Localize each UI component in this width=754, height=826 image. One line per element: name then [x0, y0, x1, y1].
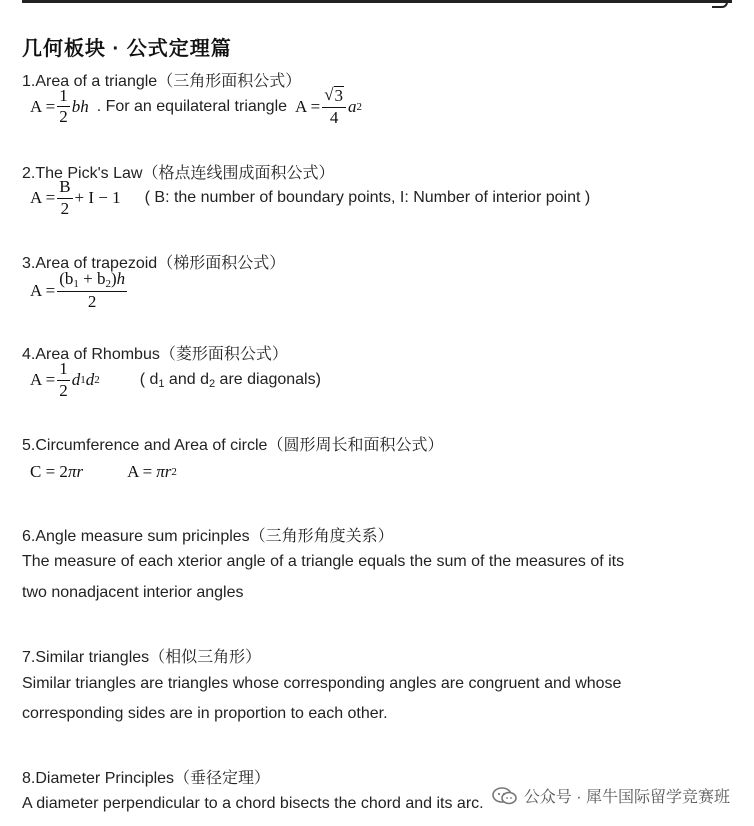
wechat-icon: [492, 786, 518, 806]
formula-text: . For an equilateral triangle: [96, 97, 288, 115]
section-3-formula: [30, 270, 129, 312]
watermark: [492, 784, 730, 807]
top-rule: [22, 0, 732, 3]
area-lhs: A =: [127, 462, 153, 481]
top-rule-tail: [712, 0, 728, 8]
area-exponent: 2: [171, 466, 177, 478]
fraction: $\frac{B}{2}$: [59, 177, 71, 218]
section-7-line-1: Similar triangles are triangles whose corresponding angles are congruent and whose: [22, 675, 622, 692]
section-1-formula: [30, 86, 362, 127]
formula-lhs-2: A =: [295, 96, 321, 116]
formula-lhs: A =: [30, 370, 56, 390]
section-7-title: 7.Similar triangles（相似三角形）: [22, 649, 262, 666]
section-5-title: 5.Circumference and Area of circle（圆形周长和面积公式）: [22, 437, 444, 454]
section-6-title: 6.Angle measure sum pricinples（三角形角度关系）: [22, 528, 394, 545]
area-var: πr: [156, 462, 172, 481]
formula-note: ( B: the number of boundary points, I: Number of interior point ): [144, 189, 591, 207]
section-8-title: 8.Diameter Principles（垂径定理）: [22, 770, 271, 787]
fraction-sqrt: √ 3 4: [322, 86, 346, 127]
formula-lhs: A =: [30, 280, 56, 300]
fraction: $\frac{1}{2}$: [59, 359, 68, 400]
circumference-var: πr: [67, 462, 84, 481]
section-4-title: 4.Area of Rhombus（菱形面积公式）: [22, 346, 288, 363]
section-7-line-2: corresponding sides are in proportion to each other.: [22, 705, 388, 722]
formula-vars: bh: [71, 96, 89, 116]
formula-rest: + I − 1: [74, 188, 121, 208]
section-1-title: 1.Area of a triangle（三角形面积公式）: [22, 73, 302, 90]
section-5-formula: [30, 462, 177, 482]
section-2-title: 2.The Pick's Law（格点连线围成面积公式）: [22, 165, 335, 182]
section-6-line-1: The measure of each xterior angle of a triangle equals the sum of the measures of its: [22, 553, 625, 570]
formula-exponent: 2: [356, 100, 363, 113]
formula-lhs: A =: [30, 188, 56, 208]
formula-var-a: a: [348, 96, 357, 116]
circumference-lhs: C = 2: [30, 462, 68, 481]
fraction: $\frac{1}{2}$: [59, 85, 68, 127]
section-4-formula: A = $\frac{1}{2}$ d 1 d 2 ( $d_1$ and $d_2$ are diagonals): [30, 359, 321, 400]
section-3-title: 3.Area of trapezoid（梯形面积公式）: [22, 255, 286, 272]
watermark-text: 公众号 · 犀牛国际留学竞赛班: [523, 789, 730, 806]
formula-lhs: A =: [30, 96, 56, 116]
page-heading: 几何板块 · 公式定理篇: [22, 38, 232, 60]
fraction: $\frac{(b_1 + b_2)h}{2}$: [59, 269, 126, 312]
section-8-line-1: A diameter perpendicular to a chord bisects the chord and its arc.: [22, 795, 484, 812]
section-2-formula: [30, 178, 590, 218]
section-6-line-2: two nonadjacent interior angles: [22, 584, 244, 601]
sqrt-symbol: √ 3: [324, 85, 344, 105]
formula-note: ( $d_1$ and $d_2$ are diagonals): [139, 370, 321, 390]
